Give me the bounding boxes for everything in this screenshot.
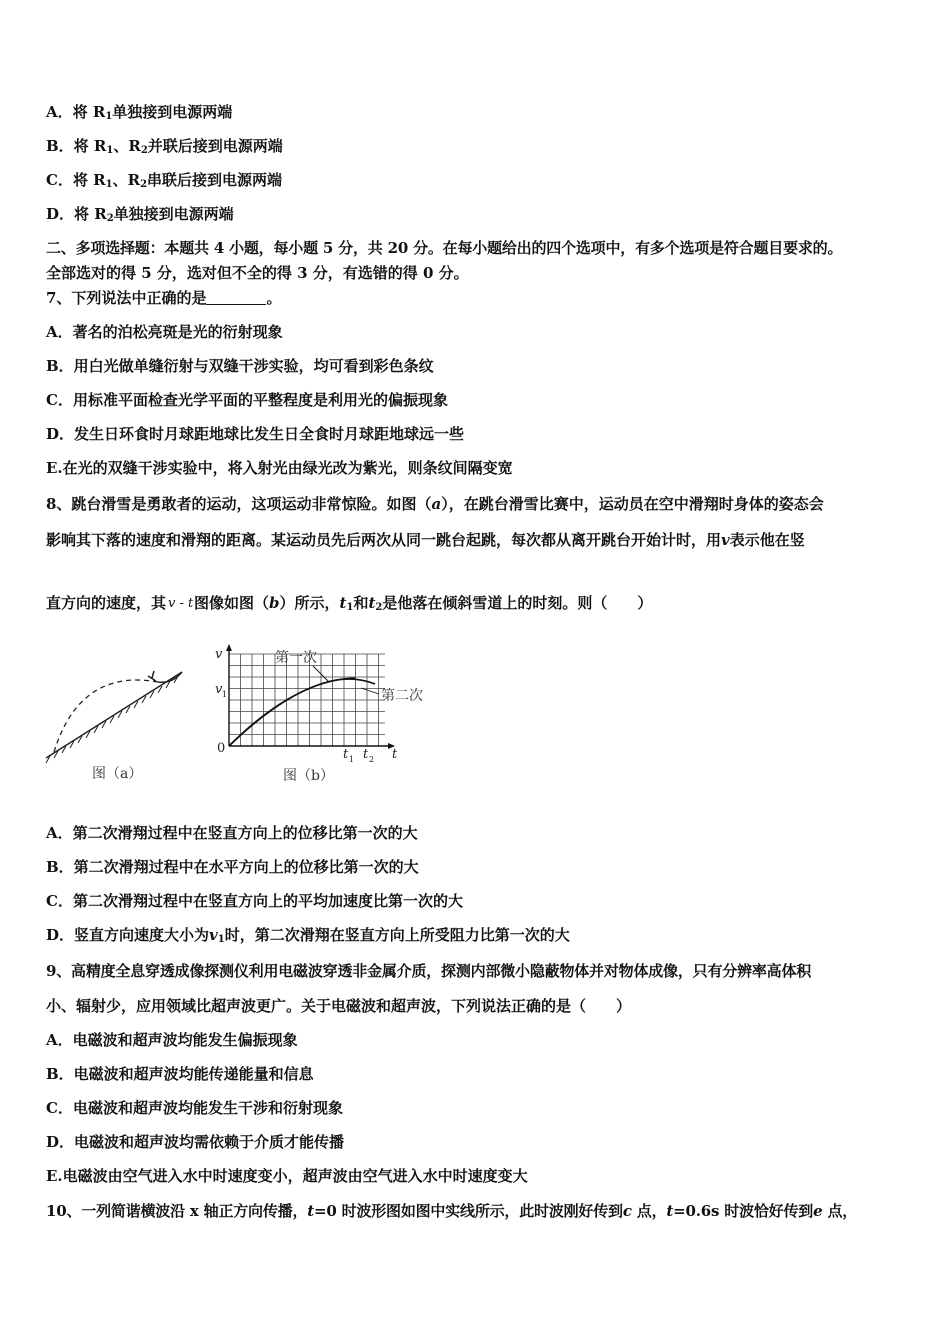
subscript: 2 <box>140 145 148 156</box>
q8-option-c: C．第二次滑翔过程中在竖直方向上的平均加速度比第一次的大 <box>46 892 463 910</box>
stem-italic: a <box>431 495 442 513</box>
option-text: A．将 R <box>46 103 106 121</box>
stem-italic: t <box>339 594 347 612</box>
axis-label-v: v <box>215 647 223 662</box>
tick-label-v1: v <box>215 682 223 697</box>
subscript: 1 <box>217 934 225 945</box>
q7-option-d: D．发生日环食时月球距地球比发生日全食时月球距地球远一些 <box>46 425 465 443</box>
stem-text: =0.6s 时波恰好传到 <box>673 1202 814 1220</box>
option-text: D．将 R <box>46 205 107 223</box>
q7-option-e: E.在光的双缝干涉实验中，将入射光由绿光改为紫光，则条纹间隔变宽 <box>46 459 513 477</box>
q8-stem-line3 <box>46 593 652 618</box>
origin-label: 0 <box>217 741 226 756</box>
stem-italic: b <box>269 594 280 612</box>
figure-a-ski-jump <box>40 660 200 785</box>
section2-heading-line1: 二、多项选择题：本题共 4 小题，每小题 5 分，共 20 分。在每小题给出的四个选项中，有多个选项是符合题目要求的。 <box>46 239 843 257</box>
q7-option-c: C．用标准平面检查光学平面的平整程度是利用光的偏振现象 <box>46 391 448 409</box>
option-text: 单独接到电源两端 <box>113 205 234 223</box>
option-text: 单独接到电源两端 <box>112 103 233 121</box>
figure-a-caption: 图（a） <box>92 766 143 782</box>
stem-italic: t <box>666 1202 674 1220</box>
option-text: 串联后接到电源两端 <box>147 171 283 189</box>
flight-path <box>54 680 158 752</box>
stem-text: 图像如图（ <box>194 594 270 612</box>
q9-stem-line1: 9、高精度全息穿透成像探测仪利用电磁波穿透非金属介质，探测内部微小隐蔽物体并对物体成像，只有分辨率高体积 <box>46 962 812 980</box>
option-text: 并联后接到电源两端 <box>147 137 283 155</box>
stem-text: 是他落在倾斜雪道上的时刻。则（ ） <box>382 594 653 612</box>
q8-stem-line1 <box>46 494 824 514</box>
q6-option-a <box>46 102 232 127</box>
q7-option-b: B．用白光做单缝衍射与双缝干涉实验，均可看到彩色条纹 <box>46 357 434 375</box>
stem-text: 8、跳台滑雪是勇敢者的运动，这项运动非常惊险。如图（ <box>46 495 432 513</box>
answer-blank <box>206 290 266 305</box>
subscript: 1 <box>106 145 114 156</box>
stem-text: 7、下列说法中正确的是 <box>46 289 207 307</box>
graph-grid <box>229 654 385 746</box>
section2-heading-line2: 全部选对的得 5 分，选对但不全的得 3 分，有选错的得 0 分。 <box>46 264 469 282</box>
vt-label: v - t <box>168 596 194 611</box>
stem-text: =0 时波形图如图中实线所示，此时波刚好传到 <box>314 1202 623 1220</box>
option-text: 、R <box>112 171 141 189</box>
stem-text: 10、一列简谐横波沿 x 轴正方向传播， <box>46 1202 308 1220</box>
tick-label-t2: t <box>363 747 369 762</box>
q10-stem-line1 <box>46 1201 857 1221</box>
axis-label-t: t <box>392 747 398 762</box>
q8-stem-line2 <box>46 530 805 550</box>
skier-icon <box>148 671 156 681</box>
figure-b-vt-graph <box>205 640 445 788</box>
v-axis-arrow <box>226 644 232 651</box>
q8-option-b: B．第二次滑翔过程中在水平方向上的位移比第一次的大 <box>46 858 419 876</box>
option-text: 、R <box>113 137 141 155</box>
stem-italic: t <box>368 594 376 612</box>
q6-option-c <box>46 170 282 195</box>
q9-option-a: A．电磁波和超声波均能发生偏振现象 <box>46 1031 298 1049</box>
curve-second-jump <box>229 679 375 746</box>
stem-text: 。 <box>266 289 282 307</box>
subscript: 1 <box>346 602 354 613</box>
q8-option-d <box>46 925 570 950</box>
option-italic: v <box>209 926 218 944</box>
subscript: 1 <box>105 111 113 122</box>
leader-second <box>361 688 379 694</box>
stem-italic: c <box>622 1202 632 1220</box>
slope-line <box>46 672 182 758</box>
q7-stem <box>46 288 281 308</box>
option-text: D．竖直方向速度大小为 <box>46 926 210 944</box>
stem-text: 和 <box>353 594 369 612</box>
stem-text: 表示他在竖 <box>729 531 805 549</box>
q6-option-d <box>46 204 234 229</box>
tick-label-t1-sub: 1 <box>349 755 355 764</box>
option-text: B．将 R <box>46 137 107 155</box>
figure-b-caption: 图（b） <box>283 768 334 784</box>
stem-italic: e <box>813 1202 823 1220</box>
stem-text: 影响其下落的速度和滑翔的距离。某运动员先后两次从同一跳台起跳，每次都从离开跳台开始计时，用 <box>46 531 722 549</box>
q9-option-d: D．电磁波和超声波均需依赖于介质才能传播 <box>46 1133 345 1151</box>
subscript: 2 <box>106 213 114 224</box>
subscript: 2 <box>375 602 383 613</box>
stem-text: 直方向的速度，其 <box>46 594 167 612</box>
q9-stem-line2: 小、辐射少，应用领域比超声波更广。关于电磁波和超声波，下列说法正确的是（ ） <box>46 997 632 1015</box>
subscript: 1 <box>105 179 113 190</box>
q6-option-b <box>46 136 283 161</box>
q8-option-a: A．第二次滑翔过程中在竖直方向上的位移比第一次的大 <box>46 824 418 842</box>
stem-text: 点， <box>822 1202 858 1220</box>
subscript: 2 <box>140 179 148 190</box>
stem-italic: t <box>307 1202 314 1220</box>
stem-text: ），在跳台滑雪比赛中，运动员在空中滑翔时身体的姿态会 <box>441 495 824 513</box>
option-text: C．将 R <box>46 171 106 189</box>
q9-option-b: B．电磁波和超声波均能传递能量和信息 <box>46 1065 314 1083</box>
q9-option-e: E.电磁波由空气进入水中时速度变小，超声波由空气进入水中时速度变大 <box>46 1167 528 1185</box>
tick-label-t1: t <box>343 747 349 762</box>
slope-hatching <box>46 676 178 763</box>
stem-text: 点， <box>631 1202 667 1220</box>
option-text: 时，第二次滑翔在竖直方向上所受阻力比第一次的大 <box>224 926 570 944</box>
label-second-jump: 第二次 <box>381 688 423 704</box>
tick-label-t2-sub: 2 <box>369 755 375 764</box>
tick-label-v1-sub: 1 <box>222 690 228 699</box>
stem-text: ）所示， <box>279 594 340 612</box>
label-first-jump: 第一次 <box>275 650 317 666</box>
stem-italic: v <box>721 531 730 549</box>
q9-option-c: C．电磁波和超声波均能发生干涉和衍射现象 <box>46 1099 343 1117</box>
q7-option-a: A．著名的泊松亮斑是光的衍射现象 <box>46 323 283 341</box>
